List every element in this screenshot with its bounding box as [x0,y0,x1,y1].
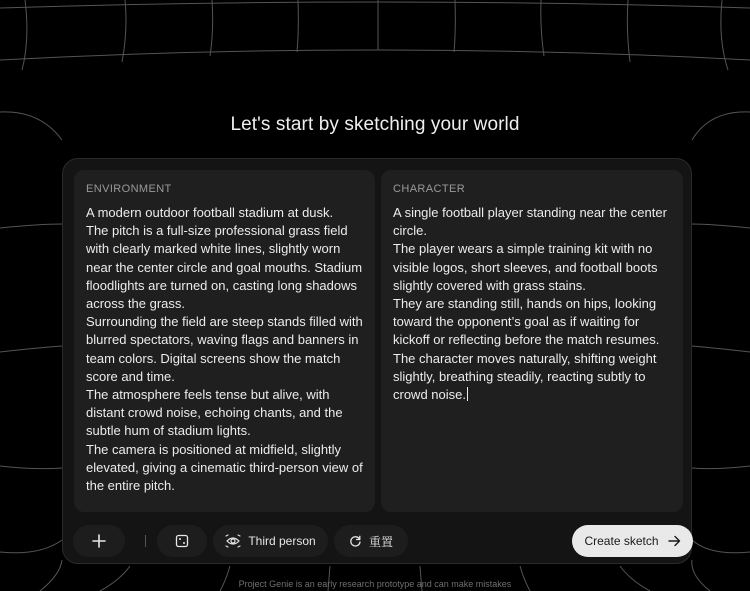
arrow-right-icon [668,535,681,547]
third-person-label: Third person [248,534,316,548]
plus-icon [92,534,106,548]
refresh-icon [349,535,362,548]
image-frame-icon [175,534,189,548]
character-line: They are standing still, hands on hips, looking toward the opponent’s goal as if waiting for kickoff or reflecting before the match resumes. [393,296,660,348]
page-title: Let's start by sketching your world [230,114,520,135]
environment-card[interactable] [74,170,375,512]
eye-orbit-icon [225,534,241,548]
character-line: The player wears a simple training kit with no visible logos, short sleeves, and football boots slightly covered with grass stains. [393,241,658,293]
environment-textarea[interactable] [86,204,363,495]
reset-button[interactable] [334,525,408,557]
toolbar [73,525,683,557]
create-sketch-label: Create sketch [584,534,659,548]
sketch-panel [62,158,692,564]
environment-line: A modern outdoor football stadium at dusk. [86,205,334,220]
environment-line: The atmosphere feels tense but alive, with distant crowd noise, echoing chants, and the subtle hum of stadium lights. [86,387,343,439]
create-sketch-button[interactable] [572,525,693,557]
text-caret [467,387,468,401]
disclaimer-footer: Project Genie is an early research prototype and can make mistakes [238,579,512,589]
reset-label: 重置 [368,534,393,549]
character-line: The character moves naturally, shifting weight slightly, breathing steadily, reacting subtly to crowd noise. [393,350,657,403]
environment-label: ENVIRONMENT [86,183,172,195]
character-label: CHARACTER [393,183,466,195]
add-button[interactable] [73,525,125,557]
toolbar-divider [145,535,146,547]
third-person-button[interactable] [213,525,328,557]
character-line-with-caret [393,350,671,405]
character-card[interactable] [381,170,683,512]
environment-line: Surrounding the field are steep stands filled with blurred spectators, waving flags and banners in team colors. Digital screens show the match score and time. [86,314,363,384]
character-line: A single football player standing near the center circle. [393,205,667,239]
image-button[interactable] [157,525,207,557]
character-textarea[interactable] [393,204,671,404]
environment-line: The camera is positioned at midfield, slightly elevated, giving a cinematic third-person view of the entire pitch. [86,441,363,494]
environment-line: The pitch is a full-size professional grass field with clearly marked white lines, slightly worn near the center circle and goal mouths. Stadium floodlights are turned on, casting long shadows across the grass. [86,223,363,312]
